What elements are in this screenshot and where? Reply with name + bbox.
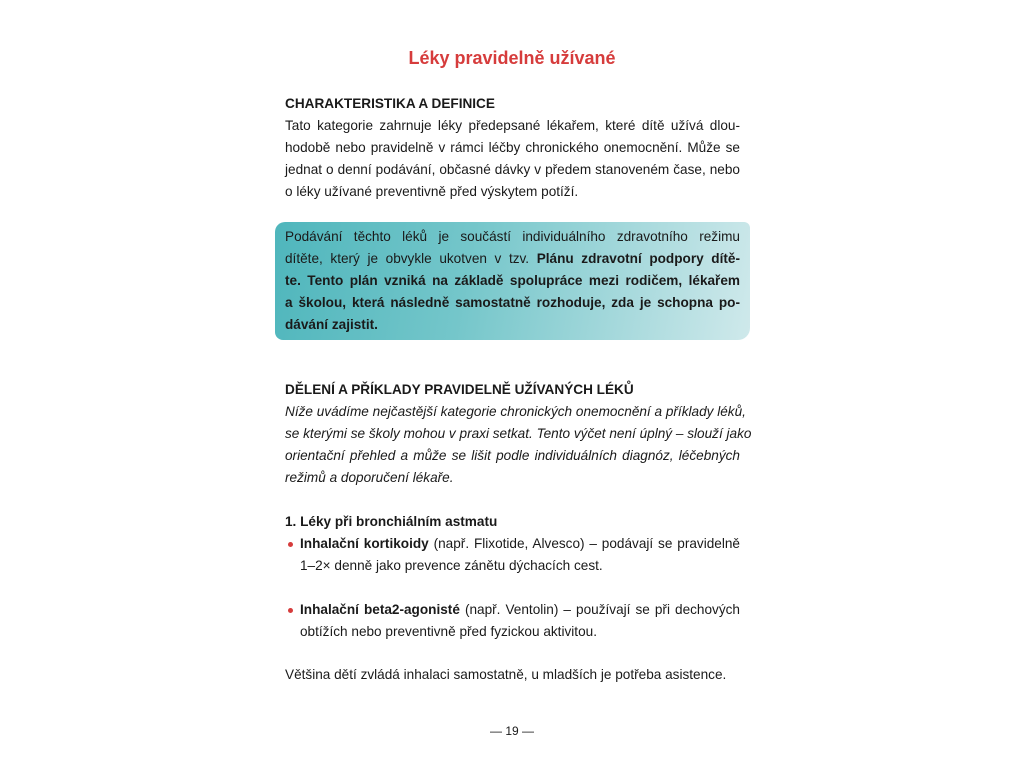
text-line: te. Tento plán vzniká na základě spolupráce mezi rodičem, lékařem [285, 273, 740, 288]
text-line: režimů a doporučení lékaře. [285, 470, 454, 485]
text-line: hodobě nebo pravidelně v rámci léčby chronického onemocnění. Může se [285, 140, 740, 155]
bold-span: Plánu zdravotní podpory dítě- [536, 251, 740, 266]
text-line: 1–2× denně jako prevence zánětu dýchacích cest. [300, 558, 603, 573]
list-item [285, 533, 740, 577]
text-line: se kterými se školy mohou v praxi setkat. Tento výčet není úplný – slouží jako [285, 426, 752, 441]
text-line: Podávání těchto léků je součástí individuálního zdravotního režimu [285, 229, 740, 244]
subsection-asthma [285, 511, 740, 686]
text-span: dítěte, který je obvykle ukotven v tzv. [285, 251, 537, 266]
section-heading: DĚLENÍ A PŘÍKLADY PRAVIDELNĚ UŽÍVANÝCH LÉKŮ [285, 382, 634, 397]
term: Inhalační beta2-agonisté [300, 602, 460, 617]
list-item [285, 599, 740, 643]
text-line: dávání zajistit. [285, 317, 378, 332]
text-line: o léky užívané preventivně před výskytem potíží. [285, 184, 579, 199]
highlight-text [285, 226, 740, 336]
text-line: a školou, která následně samostatně rozhoduje, zda je schopna po- [285, 295, 740, 310]
text-line: jednat o denní podávání, občasné dávky v předem stanoveném čase, nebo [285, 162, 740, 177]
section-division [285, 379, 752, 489]
page-number: — 19 — [489, 724, 534, 738]
section-heading: CHARAKTERISTIKA A DEFINICE [285, 96, 495, 111]
text-line: Níže uvádíme nejčastější kategorie chronických onemocnění a příklady léků, [285, 404, 746, 419]
subsection-heading: 1. Léky při bronchiálním astmatu [285, 514, 498, 529]
section-definition [285, 93, 740, 203]
text-line: obtížích nebo preventivně před fyzickou aktivitou. [300, 624, 597, 639]
text-line [285, 248, 740, 270]
text-line: orientační přehled a může se lišit podle individuálních diagnóz, léčebných [285, 448, 740, 463]
bullet-icon [288, 608, 293, 613]
page-title: Léky pravidelně užívané [408, 48, 616, 68]
text-span: (např. Ventolin) – používají se při dechových [459, 602, 740, 617]
text-line [300, 533, 740, 555]
term: Inhalační kortikoidy [300, 536, 429, 551]
text-line [300, 599, 740, 621]
note-text: Většina dětí zvládá inhalaci samostatně, u mladších je potřeba asistence. [285, 667, 727, 682]
text-line: Tato kategorie zahrnuje léky předepsané lékařem, které dítě užívá dlou- [285, 118, 740, 133]
text-span: (např. Flixotide, Alvesco) – podávají se pravidelně [428, 536, 740, 551]
bullet-icon [288, 542, 293, 547]
